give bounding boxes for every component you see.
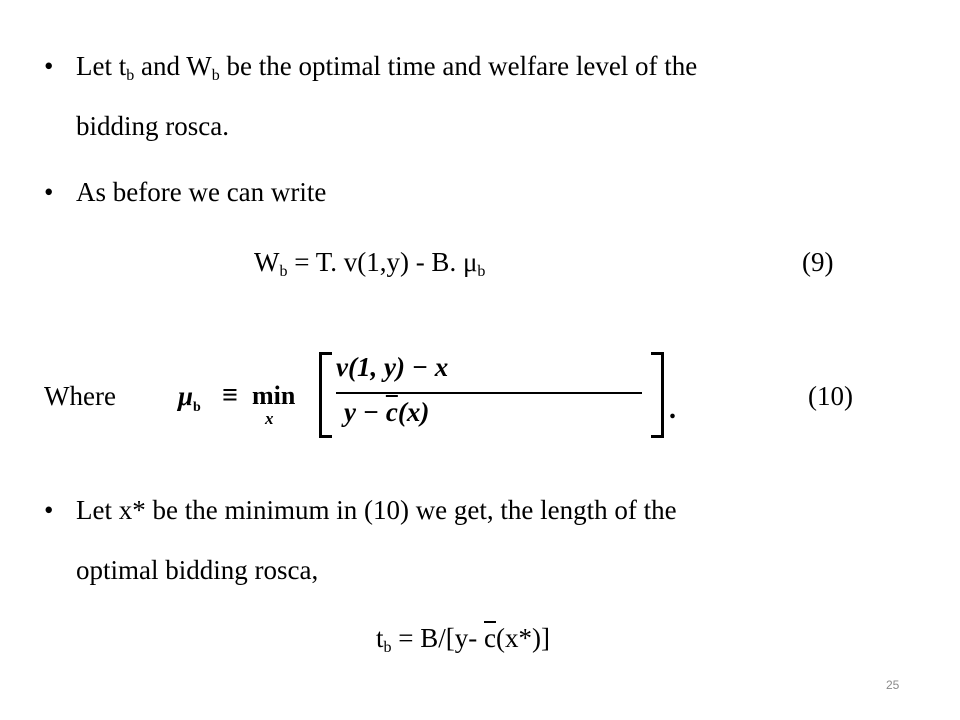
subscript: b (477, 263, 486, 280)
period: . (669, 394, 676, 425)
subscript: b (193, 400, 201, 415)
text-run: be the optimal time and welfare level of the (219, 51, 698, 81)
text-run: = B/[y- (391, 623, 484, 653)
fraction-numerator: v(1, y) − x (336, 352, 449, 382)
text-run: = T. v(1,y) - B. μ (287, 247, 478, 277)
bullet-text-line: Let x* be the minimum in (10) we get, the length of the (76, 495, 677, 525)
text-run: (x*)] (495, 623, 550, 653)
bullet-marker: • (44, 51, 54, 81)
bullet-text-line: bidding rosca. (76, 111, 229, 141)
subscript: b (126, 67, 135, 84)
bullet-text-line: optimal bidding rosca, (76, 555, 319, 585)
bullet-marker: • (44, 495, 54, 525)
text-run: μ (178, 381, 194, 411)
c-bar: $\overline{c}$ (484, 623, 496, 653)
subscript: b (383, 639, 392, 656)
fraction-denominator (344, 397, 429, 428)
min-operator: min (252, 381, 296, 410)
equation-10-number: (10) (808, 381, 853, 411)
where-label: Where (44, 381, 116, 411)
equation-10-formula (172, 350, 676, 436)
bullet-text-line (76, 50, 697, 82)
equiv-symbol: ≡ (222, 380, 238, 411)
equation-9 (254, 246, 485, 278)
subscript: b (279, 263, 288, 280)
page-number: 25 (886, 678, 900, 692)
c-bar: $\overline{c}$ (385, 397, 398, 427)
text-run: t (376, 623, 384, 653)
right-bracket (651, 352, 664, 438)
min-subscript: x (265, 409, 274, 428)
text-run: (x) (397, 397, 430, 427)
text-run: Let t (76, 51, 127, 81)
mu-symbol (178, 381, 201, 415)
subscript: b (211, 67, 220, 84)
equation-9-number: (9) (802, 247, 834, 277)
fraction-bar (336, 392, 642, 394)
left-bracket (319, 352, 332, 438)
bullet-marker: • (44, 177, 54, 207)
equation-tb (376, 622, 550, 654)
bullet-text-line: As before we can write (76, 177, 327, 207)
text-run: W (254, 247, 280, 277)
text-run: y − (344, 397, 386, 427)
text-run: and W (134, 51, 212, 81)
